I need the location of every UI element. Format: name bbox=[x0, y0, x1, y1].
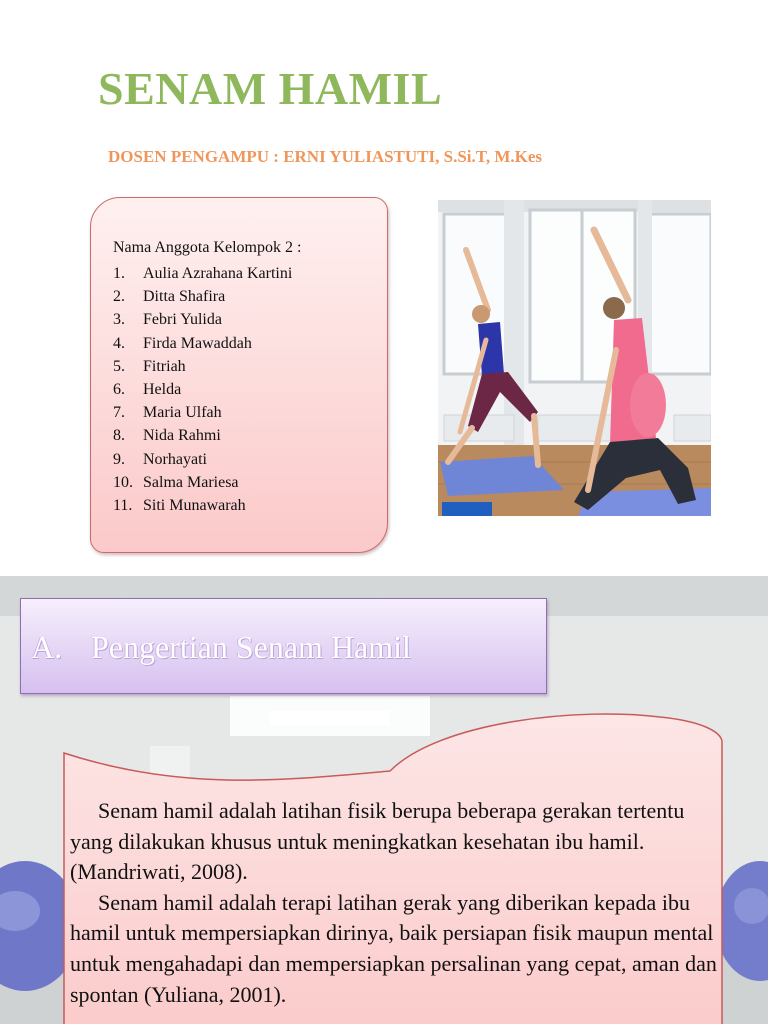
list-item: 2. Ditta Shafira bbox=[113, 285, 292, 308]
lecturer-line: DOSEN PENGAMPU : ERNI YULIASTUTI, S.Si.T, M.Kes bbox=[108, 147, 543, 166]
list-item: 5. Fitriah bbox=[113, 355, 292, 378]
member-name: Ditta Shafira bbox=[143, 288, 226, 306]
definition-box bbox=[60, 711, 726, 1024]
member-name: Helda bbox=[143, 381, 182, 399]
definition-text bbox=[70, 796, 720, 1010]
member-name: Salma Mariesa bbox=[143, 473, 239, 491]
section-title-text: Pengertian Senam Hamil bbox=[91, 629, 411, 665]
member-name: Febri Yulida bbox=[143, 311, 222, 329]
members-heading: Nama Anggota Kelompok 2 : bbox=[113, 239, 302, 256]
members-list bbox=[113, 262, 292, 517]
member-name: Norhayati bbox=[143, 450, 207, 468]
list-item: 10. Salma Mariesa bbox=[113, 471, 292, 494]
list-item: 11. Siti Munawarah bbox=[113, 494, 292, 517]
slide-title: SENAM HAMIL bbox=[98, 63, 443, 114]
section-header bbox=[20, 598, 547, 694]
slide-2 bbox=[0, 576, 768, 1024]
section-title bbox=[31, 629, 411, 666]
paragraph: Senam hamil adalah latihan fisik berupa beberapa gerakan tertentu yang dilakukan khusus untuk meningkatkan kesehatan ibu hamil. (Mandriwati, 2008). bbox=[70, 798, 685, 885]
list-item: 4. Firda Mawaddah bbox=[113, 332, 292, 355]
list-item: 7. Maria Ulfah bbox=[113, 401, 292, 424]
list-item: 8. Nida Rahmi bbox=[113, 424, 292, 447]
members-box bbox=[90, 197, 388, 553]
list-item: 3. Febri Yulida bbox=[113, 308, 292, 331]
list-item: 6. Helda bbox=[113, 378, 292, 401]
member-name: Fitriah bbox=[143, 357, 186, 375]
member-name: Maria Ulfah bbox=[143, 404, 222, 422]
member-name: Nida Rahmi bbox=[143, 427, 221, 445]
member-name: Firda Mawaddah bbox=[143, 334, 252, 352]
paragraph: Senam hamil adalah terapi latihan gerak yang diberikan kepada ibu hamil untuk mempersiapkan dirinya, baik persiapan fisik maupun mental untuk mengahadapi dan mempersiapkan persalinan yang cepat, aman dan spontan (Yuliana, 2001). bbox=[70, 889, 717, 1007]
member-name: Siti Munawarah bbox=[143, 497, 246, 515]
member-name: Aulia Azrahana Kartini bbox=[143, 265, 293, 282]
yoga-photo bbox=[438, 200, 711, 516]
section-letter: A. bbox=[31, 629, 63, 665]
list-item: 1. Aulia Azrahana Kartini bbox=[113, 262, 292, 285]
list-item: 9. Norhayati bbox=[113, 448, 292, 471]
